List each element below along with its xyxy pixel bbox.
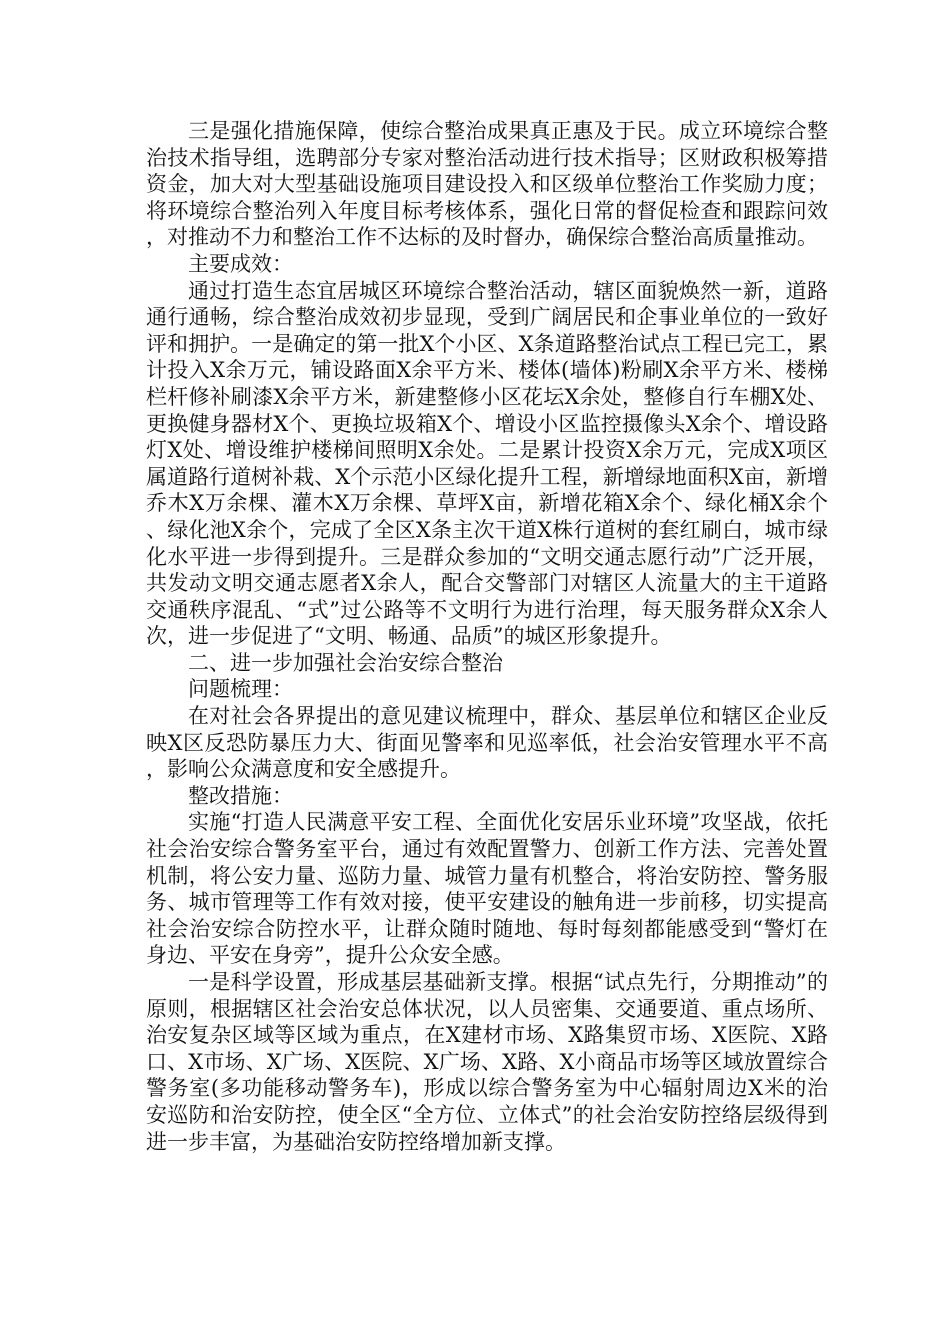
document-body [146,118,828,1155]
paragraph-scientific-setup: 一是科学设置，形成基层基础新支撑。根据“试点先行，分期推动”的原则，根据辖区社会治安总体状况，以人员密集、交通要道、重点场所、治安复杂区域等区域为重点，在X建材市场、X路集贸市场、X医院、X路口、X市场、X广场、X医院、X广场、X路、X小商品市场等区域放置综合警务室(多功能移动警务车)，形成以综合警务室为中心辐射周边X米的治安巡防和治安防控，使全区“全方位、立体式”的社会治安防控络层级得到进一步丰富，为基础治安防控络增加新支撑。 [146,970,828,1154]
heading-problem-review: 问题梳理： [188,677,293,702]
heading-main-results: 主要成效： [188,251,293,276]
paragraph-problem-review: 在对社会各界提出的意见建议梳理中，群众、基层单位和辖区企业反映X区反恐防暴压力大、街面见警率和见巡率低，社会治安管理水平不高，影响公众满意度和安全感提升。 [146,704,828,782]
paragraph-main-results: 通过打造生态宜居城区环境综合整治活动，辖区面貌焕然一新，道路通行通畅，综合整治成效初步显现，受到广阔居民和企事业单位的一致好评和拥护。一是确定的第一批X个小区、X条道路整治试点工程已完工，累计投入X余万元，铺设路面X余平方米、楼体(墙体)粉刷X余平方米、楼梯栏杆修补刷漆X余平方米，新建整修小区花坛X余处，整修自行车棚X处、更换健身器材X个、更换垃圾箱X个、增设小区监控摄像头X余个、增设路灯X处、增设维护楼梯间照明X余处。二是累计投资X余万元，完成X项区属道路行道树补栽、X个示范小区绿化提升工程，新增绿地面积X亩，新增乔木X万余棵、灌木X万余棵、草坪X亩，新增花箱X余个、绿化桶X余个、绿化池X余个，完成了全区X条主次干道X株行道树的套红刷白，城市绿化水平进一步得到提升。三是群众参加的“文明交通志愿行动”广泛开展，共发动文明交通志愿者X余人，配合交警部门对辖区人流量大的主干道路交通秩序混乱、“式”过公路等不文明行为进行治理，每天服务群众X余人次，进一步促进了“文明、畅通、品质”的城区形象提升。 [146,278,828,649]
paragraph-rectification-measures: 实施“打造人民满意平安工程、全面优化安居乐业环境”攻坚战，依托社会治安综合警务室平台，通过有效配置警力、创新工作方法、完善处置机制，将公安力量、巡防力量、城管力量有机整合，将治安防控、警务服务、城市管理等工作有效对接，使平安建设的触角进一步前移，切实提高社会治安综合防控水平，让群众随时随地、每时每刻都能感受到“警灯在身边、平安在身旁”，提升公众安全感。 [146,810,828,968]
heading-rectification-measures: 整改措施： [188,783,293,808]
section-heading-public-security: 二、进一步加强社会治安综合整治 [188,650,503,675]
paragraph-measures-three: 三是强化措施保障，使综合整治成果真正惠及于民。成立环境综合整治技术指导组，选聘部分专家对整治活动进行技术指导；区财政积极筹措资金，加大对大型基础设施项目建设投入和区级单位整治工作奖励力度；将环境综合整治列入年度目标考核体系，强化日常的督促检查和跟踪问效，对推动不力和整治工作不达标的及时督办，确保综合整治高质量推动。 [146,119,828,250]
